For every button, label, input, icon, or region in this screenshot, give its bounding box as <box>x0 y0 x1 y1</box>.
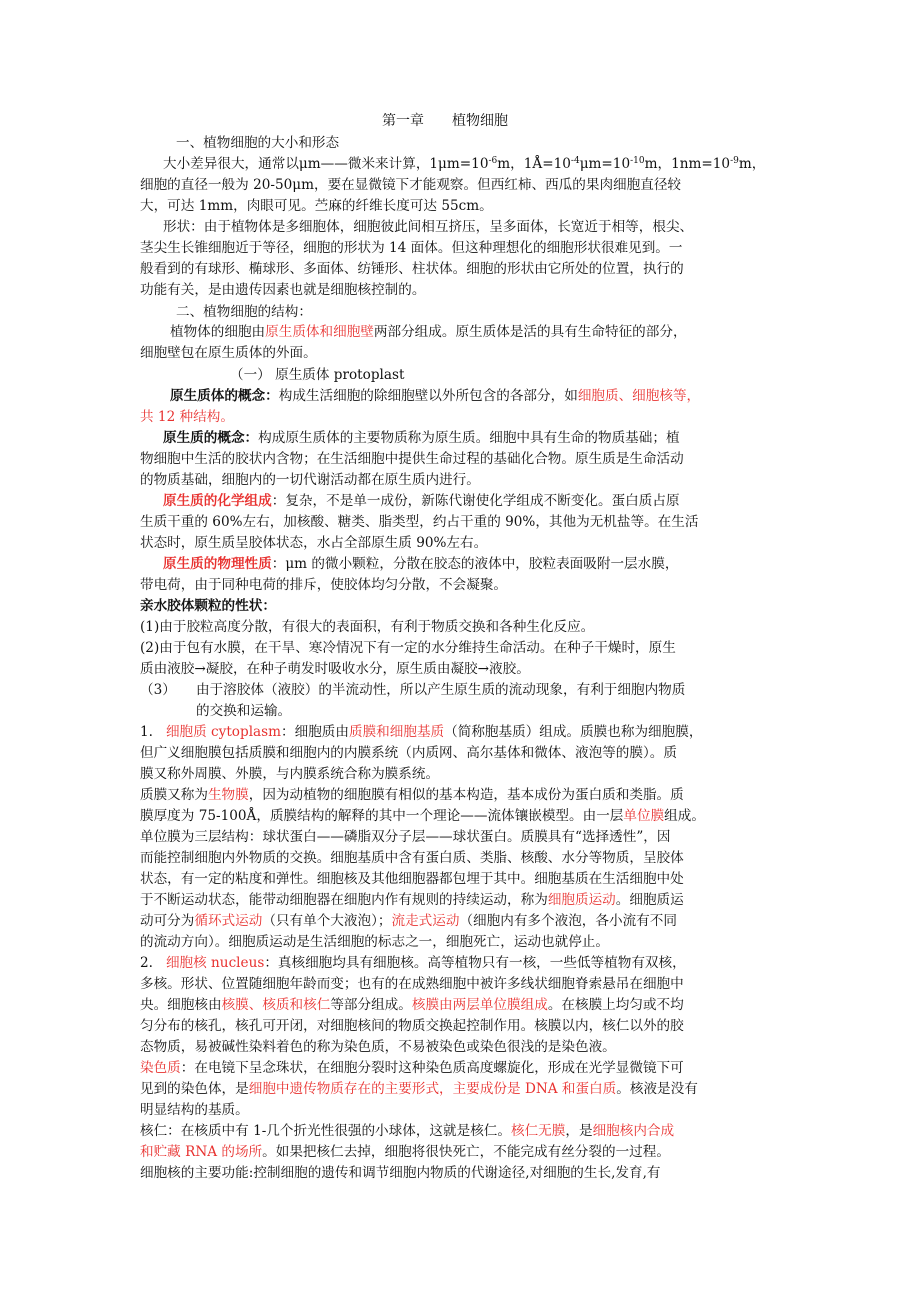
paragraph-chemical-composition-line-3: 状态时，原生质呈胶体状态，水占全部原生质 90%左右。 <box>140 535 488 551</box>
paragraph-membrane-line-1: 质膜又称为生物膜，因为动植物的细胞膜有相似的基本构造，基本成份为蛋白质和类脂。质 <box>140 787 684 803</box>
paragraph-shape-line-2: 茎尖生长锥细胞近于等径，细胞的形状为 14 面体。但这种理想化的细胞形状很难见到。一 <box>140 240 683 256</box>
paragraph-protoplasm-concept-line-2: 物细胞中生活的胶状内含物；在生活细胞中提供生命过程的基础化合物。原生质是生命活动 <box>140 451 684 467</box>
paragraph-membrane-line-2: 膜厚度为 75-100Å，质膜结构的解释的其中一个理论——流体镶嵌模型。由一层单位膜组成。 <box>140 808 705 824</box>
list-item-2-line-2: 质由液胶→凝胶，在种子萌发时吸收水分，原生质由凝胶→液胶。 <box>140 661 530 677</box>
paragraph-chromatin-line-2: 见到的染色体，是细胞中遗传物质存在的主要形式，主要成份是 DNA 和蛋白质。核液是没有 <box>140 1081 698 1097</box>
paragraph-size-line-3: 大，可达 1mm，肉眼可见。苎麻的纤维长度可达 55cm。 <box>140 198 493 214</box>
paragraph-membrane-line-3: 单位膜为三层结构：球状蛋白——磷脂双分子层——球状蛋白。质膜具有“选择透性”，因 <box>140 829 671 845</box>
paragraph-physical-properties-line-1: 原生质的物理性质：μm 的微小颗粒，分散在胶态的液体中，胶粒表面吸附一层水膜， <box>163 556 679 572</box>
section-cytoplasm-line-3: 膜又称外周膜、外膜，与内膜系统合称为膜系统。 <box>140 766 440 782</box>
section-nucleus-line-4: 匀分布的核孔，核孔可开闭，对细胞核间的物质交换起控制作用。核膜以内，核仁以外的胶 <box>140 1018 684 1034</box>
paragraph-nucleolus-line-1: 核仁：在核质中有 1-几个折光性很强的小球体，这就是核仁。核仁无膜，是细胞核内合成 <box>140 1123 675 1139</box>
paragraph-membrane-line-8: 的流动方向）。细胞质运动是生活细胞的标志之一，细胞死亡，运动也就停止。 <box>140 934 609 950</box>
paragraph-protoplast-concept-line-2: 共 12 种结构。 <box>140 409 234 425</box>
paragraph-nucleus-function: 细胞核的主要功能:控制细胞的遗传和调节细胞内物质的代谢途径,对细胞的生长,发育,有 <box>140 1165 661 1181</box>
section-heading-2: 二、植物细胞的结构： <box>176 304 312 320</box>
section-nucleus-line-1: 2. 细胞核 nucleus：真核细胞均具有细胞核。高等植物只有一核，一些低等植物有双核， <box>140 955 686 971</box>
paragraph-protoplasm-concept-line-1: 原生质的概念：构成原生质体的主要物质称为原生质。细胞中具有生命的物质基础；植 <box>163 430 680 446</box>
paragraph-chromatin-line-3: 明显结构的基质。 <box>140 1102 249 1118</box>
paragraph-physical-properties-line-2: 带电荷，由于同种电荷的排斥，使胶体均匀分散，不会凝聚。 <box>140 577 508 593</box>
paragraph-membrane-line-6: 于不断运动状态，能带动细胞器在细胞内作有规则的持续运动，称为细胞质运动。细胞质运 <box>140 892 684 908</box>
paragraph-nucleolus-line-2: 和贮藏 RNA 的场所。如果把核仁去掉，细胞将很快死亡，不能完成有丝分裂的一过程。 <box>140 1144 670 1160</box>
paragraph-size-line-2: 细胞的直径一般为 20-50μm，要在显微镜下才能观察。但西红柿、西瓜的果肉细胞直径较 <box>140 177 682 193</box>
paragraph-chromatin-line-1: 染色质：在电镜下呈念珠状，在细胞分裂时这种染色质高度螺旋化，形成在光学显微镜下可 <box>140 1060 684 1076</box>
section-cytoplasm-line-1: 1. 细胞质 cytoplasm：细胞质由质膜和细胞基质（简称胞基质）组成。质膜也称为细胞膜， <box>140 724 703 740</box>
paragraph-shape-line-1: 形状：由于植物体是多细胞体，细胞彼此间相互挤压，呈多面体，长宽近于相等，根尖、 <box>163 219 694 235</box>
paragraph-shape-line-4: 功能有关，是由遗传因素也就是细胞核控制的。 <box>140 282 426 298</box>
section-nucleus-line-3: 央。细胞核由核膜、核质和核仁等部分组成。核膜由两层单位膜组成。在核膜上均匀或不均 <box>140 997 684 1013</box>
paragraph-protoplasm-concept-line-3: 的物质基础，细胞内的一切代谢活动都在原生质内进行。 <box>140 472 480 488</box>
paragraph-shape-line-3: 般看到的有球形、椭球形、多面体、纺锤形、柱状体。细胞的形状由它所处的位置，执行的 <box>140 261 684 277</box>
list-item-3-text-2: 的交换和运输。 <box>196 703 292 719</box>
paragraph-structure-line-1: 植物体的细胞由原生质体和细胞壁两部分组成。原生质体是活的具有生命特征的部分， <box>170 324 687 340</box>
list-item-3-line-1: （3） <box>140 682 176 698</box>
list-item-3-text-1: 由于溶胶体（液胶）的半流动性，所以产生原生质的流动现象，有利于细胞内物质 <box>196 682 686 698</box>
paragraph-structure-line-2: 细胞壁包在原生质体的外面。 <box>140 345 317 361</box>
paragraph-chemical-composition-line-1: 原生质的化学组成：复杂，不是单一成份，新陈代谢使化学组成不断变化。蛋白质占原 <box>163 493 680 509</box>
section-nucleus-line-5: 态物质，易被碱性染料着色的称为染色质，不易被染色或染色很浅的是染色液。 <box>140 1039 616 1055</box>
list-item-1: (1)由于胶粒高度分散，有很大的表面积，有利于物质交换和各种生化反应。 <box>140 619 595 635</box>
paragraph-protoplast-concept-line-1: 原生质体的概念：构成生活细胞的除细胞壁以外所包含的各部分，如细胞质、细胞核等， <box>170 388 701 404</box>
paragraph-size-line-1: 大小差异很大，通常以μm——微米来计算，$1\mu m=10^{-6}m$，$1Å=10^{-4}\mu m=10^{-10}m$，$1nm=10^{-9}m$， <box>163 156 766 172</box>
section-nucleus-line-2: 多核。形状、位置随细胞年龄而变；也有的在成熟细胞中被许多线状细胞脊索悬吊在细胞中 <box>140 976 684 992</box>
section-heading-1: 一、植物细胞的大小和形态 <box>176 135 340 151</box>
list-item-2-line-1: (2)由于包有水膜，在干旱、寒冷情况下有一定的水分维持生命活动。在种子干燥时，原生 <box>140 640 676 656</box>
section-cytoplasm-line-2: 但广义细胞膜包括质膜和细胞内的内膜系统（内质网、高尔基体和微体、液泡等的膜）。质 <box>140 745 677 761</box>
subsection-heading-protoplast: （一） 原生质体 protoplast <box>230 367 405 383</box>
paragraph-membrane-line-7: 动可分为循环式运动（只有单个大液泡）；流走式运动（细胞内有多个液泡，各小流有不同 <box>140 913 677 929</box>
chapter-title: 第一章 植物细胞 <box>382 113 508 129</box>
heading-colloid-properties: 亲水胶体颗粒的性状： <box>140 598 276 614</box>
paragraph-chemical-composition-line-2: 生质干重的 60%左右，加核酸、糖类、脂类型，约占干重的 90%，其他为无机盐等。在生活 <box>140 514 699 530</box>
paragraph-membrane-line-4: 而能控制细胞内外物质的交换。细胞基质中含有蛋白质、类脂、核酸、水分等物质，呈胶体 <box>140 850 684 866</box>
paragraph-membrane-line-5: 状态，有一定的粘度和弹性。细胞核及其他细胞器都包埋于其中。细胞基质在生活细胞中处 <box>140 871 684 887</box>
